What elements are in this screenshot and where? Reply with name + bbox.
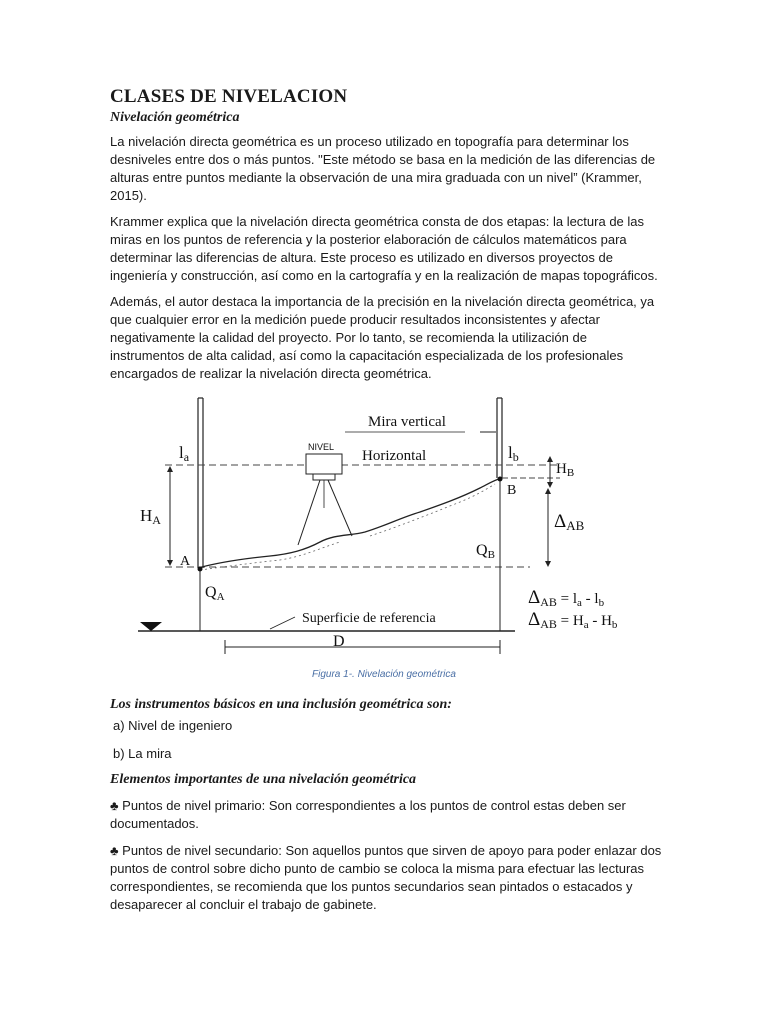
reference-triangle-icon xyxy=(140,622,162,631)
staff-a xyxy=(198,398,203,568)
paragraph-1: La nivelación directa geométrica es un proceso utilizado en topografía para determinar los desniveles entre dos o más puntos. "Este método se basa en la medición de las diferencias de alturas entre puntos mediante la observación de una mira graduada con un nivel” (Krammer, 2015). xyxy=(110,134,656,203)
hb-label: $H_B$ xyxy=(556,461,575,479)
distance-d-label: D xyxy=(333,633,345,650)
instruments-heading: Los instrumentos básicos en una inclusión geométrica son: xyxy=(110,697,452,712)
club-icon: ♣ xyxy=(110,843,119,858)
equation-2: ΔAB = Ha - Hb xyxy=(528,609,618,631)
mira-vertical-label: Mira vertical xyxy=(368,414,446,430)
elements-heading: Elementos importantes de una nivelación geométrica xyxy=(110,772,417,787)
equation-1: ΔAB = la - lb xyxy=(528,587,605,609)
lb-label: lb xyxy=(508,443,519,464)
qa-label: QA xyxy=(205,584,225,603)
paragraph-2: Krammer explica que la nivelación directa geométrica consta de dos etapas: la lectura de las miras en los puntos de referencia y la posterior elaboración de cálculos matemáticos para determinar las diferencias de altura. Este proceso es utilizado en diversos proyectos de ingeniería y construcción, así como en la cartografía y en la realización de mapas topográficos. xyxy=(110,214,658,283)
point-b-label: B xyxy=(507,483,517,498)
instrument-item-b: b) La mira xyxy=(113,746,172,761)
delta-ab-label: ΔAB xyxy=(554,511,585,533)
leveling-diagram xyxy=(130,390,650,660)
instrument-item-a: a) Nivel de ingeniero xyxy=(113,718,233,733)
qb-label: QB xyxy=(476,542,495,561)
staff-b xyxy=(497,398,502,478)
ha-label: HA xyxy=(140,506,161,527)
point-a-label: A xyxy=(180,554,191,569)
paragraph-3: Además, el autor destaca la importancia de la precisión en la nivelación directa geométrica, ya que cualquier error en la medición puede producir resultados inconsistentes y afectar negativamente la calidad del proyecto. Por lo tanto, se recomienda la utilización de instrumentos de alta calidad, así como la capacitación especializada de los profesionales encargados de realizar la nivelación directa geométrica. xyxy=(110,294,655,381)
reference-surface-label: Superficie de referencia xyxy=(302,611,436,626)
bullet-item-secondary xyxy=(110,842,662,914)
level-instrument xyxy=(298,454,352,545)
bullet-text: Puntos de nivel primario: Son correspondientes a los puntos de control estas deben ser documentados. xyxy=(110,798,626,831)
la-label: la xyxy=(179,443,190,464)
leveling-diagram-svg xyxy=(130,390,650,660)
horizontal-label: Horizontal xyxy=(362,448,427,464)
page-title: CLASES DE NIVELACION xyxy=(110,86,348,107)
nivel-label: NIVEL xyxy=(308,442,335,452)
section-subtitle: Nivelación geométrica xyxy=(110,110,240,125)
club-icon: ♣ xyxy=(110,798,119,813)
terrain-profile xyxy=(198,478,502,568)
figure-caption: Figura 1-. Nivelación geométrica xyxy=(312,669,456,680)
bullet-item-primary xyxy=(110,797,662,833)
bullet-text: Puntos de nivel secundario: Son aquellos puntos que sirven de apoyo para poder enlazar dos puntos de control sobre dicho punto de cambio se coloca la misma para efectuar las lecturas correspondientes, se recomienda que los puntos secundarios sean pintados o estacados y desaparecer al concluir el trabajo de gabinete. xyxy=(110,843,662,912)
